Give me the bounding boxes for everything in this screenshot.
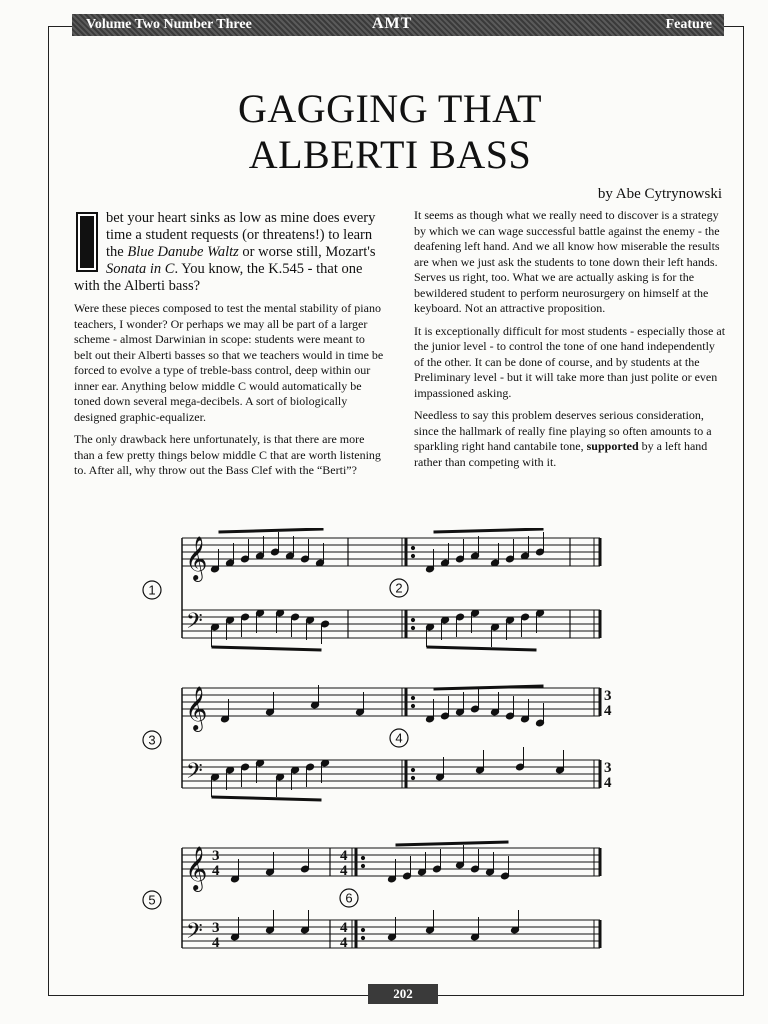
- lead-text-b: Blue Danube Waltz: [127, 244, 239, 260]
- repeat-dot: [411, 776, 414, 779]
- beam: [434, 686, 544, 689]
- right-p3-b: supported: [586, 439, 639, 453]
- repeat-dot: [411, 546, 414, 549]
- repeat-dot: [411, 554, 414, 557]
- repeat-dot: [361, 928, 364, 931]
- time-signature-bottom: 4: [604, 703, 612, 719]
- bass-clef-icon: 𝄢: [186, 609, 203, 639]
- repeat-dot: [361, 936, 364, 939]
- treble-clef-icon: 𝄞: [185, 686, 208, 730]
- repeat-dot: [411, 626, 414, 629]
- treble-clef-icon: 𝄞: [185, 536, 208, 580]
- time-signature-bottom: 4: [212, 935, 220, 951]
- magazine-logo: AMT: [372, 15, 413, 32]
- right-p3-a: Needless to say this problem deserves serious consideration, since the hallmark of really fine playing so often amounts to a sparkling right hand cantabile tone,: [414, 408, 712, 453]
- lead-text-c: or worse still, Mozart's: [238, 244, 376, 260]
- lead-text-e: . You know, the K.545 - that one with the Alberti bass?: [74, 261, 363, 294]
- example-number-label: 5: [148, 892, 156, 908]
- lead-paragraph: [74, 210, 384, 295]
- repeat-dot: [361, 864, 364, 867]
- beam: [219, 529, 324, 532]
- right-p3-c: by a left hand rather than competing with it.: [414, 439, 708, 469]
- article-title: [90, 86, 690, 178]
- issue-label: Volume Two Number Three: [86, 17, 252, 32]
- time-signature-top: 4: [340, 848, 348, 864]
- repeat-dot: [411, 696, 414, 699]
- example-number-label: 2: [395, 580, 403, 596]
- example-number-label: 4: [395, 730, 403, 746]
- bass-clef-icon: 𝄢: [186, 759, 203, 789]
- time-signature-top: 3: [604, 688, 612, 704]
- example-number-label: 1: [148, 582, 156, 598]
- right-paragraph-3: [414, 408, 726, 470]
- right-paragraph-1: It seems as though what we really need to discover is a strategy by which we can wage successful battle against the enemy - the deafening left hand. And we all know how miserable the results are when we just ask the students to tone down their left hands. Serves us right, too. What we are actually asking is for the bewildered student to perform neurosurgery on himself at the keyboard. Not an attractive proposition.: [414, 208, 720, 315]
- example-number-label: 6: [345, 890, 353, 906]
- section-label: Feature: [665, 17, 712, 32]
- lead-text-a: bet your heart sinks as low as mine does every time a student requests (or threatens!) to learn the: [106, 210, 376, 260]
- time-signature-top: 4: [340, 920, 348, 936]
- repeat-dot: [361, 856, 364, 859]
- page-number: 202: [368, 984, 438, 1004]
- beam: [396, 842, 509, 845]
- beam: [427, 647, 537, 650]
- repeat-dot: [411, 618, 414, 621]
- time-signature-bottom: 4: [340, 863, 348, 879]
- repeat-dot: [411, 768, 414, 771]
- left-column: [74, 210, 384, 486]
- right-column: [414, 208, 726, 477]
- time-signature-bottom: 4: [340, 935, 348, 951]
- time-signature-top: 3: [212, 920, 220, 936]
- title-line-2: ALBERTI BASS: [248, 132, 532, 177]
- time-signature-top: 3: [212, 848, 220, 864]
- beam: [434, 529, 544, 532]
- music-examples: [130, 528, 620, 968]
- beam: [212, 647, 322, 650]
- lead-text-d: Sonata in C: [106, 261, 175, 277]
- left-paragraph-2: Were these pieces composed to test the mental stability of piano teachers, I wonder? Or perhaps we may all be part of a larger scheme - almost Darwinian in scope: students were meant to belt out their Alberti basses so that we teachers would in time be forced to evolve a type of treble-bass control, deep within our inner ear. Anything below middle C would automatically be toned down several mega-decibels. A sort of biologically designed graphic-equalizer.: [74, 301, 384, 424]
- byline: by Abe Cytrynowski: [597, 186, 722, 202]
- time-signature-bottom: 4: [604, 775, 612, 791]
- header-bar: [72, 14, 724, 36]
- bass-clef-icon: 𝄢: [186, 919, 203, 949]
- example-number-label: 3: [148, 732, 156, 748]
- time-signature-bottom: 4: [212, 863, 220, 879]
- right-paragraph-2: It is exceptionally difficult for most students - especially those at the junior level - to control the tone of one hand independently of the other. It can be done of course, and by students at the Preliminary level - but it will take more than just polite or even impassioned asking.: [414, 323, 726, 400]
- time-signature-top: 3: [604, 760, 612, 776]
- left-paragraph-3: The only drawback here unfortunately, is that there are more than a few pretty things below middle C that are worth listening to. After all, why throw out the Bass Clef with the “Berti”?: [74, 432, 381, 477]
- beam: [212, 797, 322, 800]
- treble-clef-icon: 𝄞: [185, 846, 208, 890]
- dropcap: [76, 212, 98, 272]
- repeat-dot: [411, 704, 414, 707]
- title-line-1: GAGGING THAT: [237, 86, 543, 131]
